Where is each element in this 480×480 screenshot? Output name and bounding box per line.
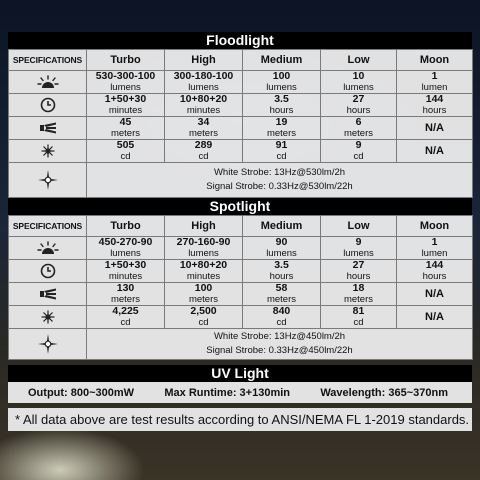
unit: meters [266, 294, 297, 305]
unit: hours [346, 271, 371, 282]
unit: hours [269, 105, 294, 116]
unit: minutes [186, 271, 221, 282]
standards-note: * All data above are test results according to ANSI/NEMA FL 1-2019 standards. [8, 408, 472, 431]
unit: hours [422, 271, 447, 282]
value: 91 [275, 139, 288, 151]
floodlight-value-cell [87, 117, 165, 140]
floodlight-value-cell [165, 140, 243, 163]
unit: cd [353, 151, 364, 162]
floodlight-value-cell [321, 140, 397, 163]
spec-panel [8, 32, 472, 431]
spotlight-row [9, 237, 473, 260]
spotlight-row [9, 260, 473, 283]
floodlight-strobe-row [9, 163, 473, 198]
floodlight-value-cell [397, 71, 473, 94]
value: 18 [352, 282, 365, 294]
spotlight-title: Spotlight [8, 198, 472, 215]
floodlight-value-cell [87, 140, 165, 163]
floodlight-value-cell [165, 71, 243, 94]
value: 34 [197, 116, 210, 128]
value: 9 [355, 139, 362, 151]
unit: meters [343, 128, 374, 139]
unit: meters [188, 294, 219, 305]
specifications-header: SPECIFICATIONS [9, 50, 87, 71]
value: 505 [116, 139, 135, 151]
spotlight-value-cell [165, 306, 243, 329]
spotlight-value-cell: N/A [397, 283, 473, 306]
floodlight-value-cell [243, 71, 321, 94]
value: 130 [116, 282, 135, 294]
unit: meters [343, 294, 374, 305]
spotlight-value-cell [87, 260, 165, 283]
value: 1+50+30 [104, 93, 147, 105]
beam-distance-icon [9, 283, 87, 306]
value: 3.5 [274, 259, 289, 271]
value: 4,225 [112, 305, 139, 317]
value: 10+80+20 [179, 93, 228, 105]
floodlight-value-cell [165, 117, 243, 140]
floodlight-value-cell [321, 71, 397, 94]
spotlight-value-cell [397, 260, 473, 283]
brightness-icon [9, 237, 87, 260]
unit: lumens [110, 82, 141, 93]
value: 9 [355, 236, 362, 248]
value: 45 [119, 116, 132, 128]
floodlight-header-row [9, 50, 473, 71]
unit: cd [353, 317, 364, 328]
white-strobe-text: White Strobe: 13Hz@530lm/2h [213, 167, 346, 178]
value: 530-300-100 [95, 70, 156, 82]
floodlight-value-cell [87, 94, 165, 117]
spotlight-value-cell [321, 260, 397, 283]
uv-runtime: Max Runtime: 3+130min [164, 386, 290, 399]
floodlight-value-cell [165, 94, 243, 117]
unit: cd [276, 317, 287, 328]
value: 1 [431, 70, 438, 82]
unit: hours [346, 105, 371, 116]
floodlight-value-cell [397, 94, 473, 117]
intensity-icon [9, 140, 87, 163]
value: 27 [352, 93, 365, 105]
unit: minutes [108, 105, 143, 116]
unit: cd [276, 151, 287, 162]
spotlight-table [8, 215, 473, 360]
unit: lumens [188, 248, 219, 259]
spotlight-value-cell [243, 306, 321, 329]
unit: lumens [343, 82, 374, 93]
value: 144 [425, 259, 444, 271]
value: 10 [352, 70, 365, 82]
unit: lumens [110, 248, 141, 259]
spotlight-strobe-row [9, 329, 473, 360]
unit: meters [110, 128, 141, 139]
spotlight-value-cell [321, 283, 397, 306]
unit: meters [110, 294, 141, 305]
floodlight-value-cell [243, 94, 321, 117]
value: 1+50+30 [104, 259, 147, 271]
value: 300-180-100 [173, 70, 234, 82]
uv-wavelength: Wavelength: 365~370nm [320, 386, 448, 399]
value: 27 [352, 259, 365, 271]
value: 840 [272, 305, 291, 317]
value: 10+80+20 [179, 259, 228, 271]
value: 81 [352, 305, 365, 317]
mode-header-turbo: Turbo [87, 50, 165, 71]
strobe-icon [9, 163, 87, 198]
spotlight-row [9, 283, 473, 306]
mode-header-low: Low [321, 216, 397, 237]
specifications-header: SPECIFICATIONS [9, 216, 87, 237]
unit: cd [198, 151, 209, 162]
mode-header-moon: Moon [397, 50, 473, 71]
unit: lumens [188, 82, 219, 93]
signal-strobe-text: Signal Strobe: 0.33Hz@530lm/22h [206, 181, 353, 192]
spotlight-value-cell: N/A [397, 306, 473, 329]
value: 100 [272, 70, 291, 82]
value: 450-270-90 [98, 236, 153, 248]
value: 58 [275, 282, 288, 294]
clock-icon [9, 94, 87, 117]
spotlight-value-cell [321, 237, 397, 260]
mode-header-medium: Medium [243, 216, 321, 237]
unit: hours [422, 105, 447, 116]
unit: cd [120, 317, 131, 328]
spotlight-value-cell [165, 237, 243, 260]
spotlight-value-cell [397, 237, 473, 260]
spotlight-value-cell [243, 283, 321, 306]
value: 90 [275, 236, 288, 248]
spotlight-value-cell [87, 237, 165, 260]
spotlight-value-cell [87, 283, 165, 306]
floodlight-row [9, 140, 473, 163]
unit: meters [266, 128, 297, 139]
value: 3.5 [274, 93, 289, 105]
uv-specs [8, 382, 472, 403]
floodlight-value-cell [321, 117, 397, 140]
value: 2,500 [190, 305, 217, 317]
floodlight-value-cell: N/A [397, 140, 473, 163]
intensity-icon [9, 306, 87, 329]
spotlight-row [9, 306, 473, 329]
mode-header-high: High [165, 216, 243, 237]
unit: minutes [186, 105, 221, 116]
value: 100 [194, 282, 213, 294]
value: 289 [194, 139, 213, 151]
unit: lumens [343, 248, 374, 259]
unit: lumens [266, 82, 297, 93]
uv-output: Output: 800~300mW [28, 386, 135, 399]
spotlight-value-cell [165, 283, 243, 306]
floodlight-table [8, 49, 473, 198]
spotlight-header-row [9, 216, 473, 237]
floodlight-value-cell [243, 117, 321, 140]
spotlight-value-cell [165, 260, 243, 283]
spotlight-value-cell [243, 260, 321, 283]
floodlight-title: Floodlight [8, 32, 472, 49]
unit: lumen [421, 82, 448, 93]
mode-header-medium: Medium [243, 50, 321, 71]
spotlight-value-cell [243, 237, 321, 260]
floodlight-value-cell: N/A [397, 117, 473, 140]
mode-header-moon: Moon [397, 216, 473, 237]
white-strobe-text: White Strobe: 13Hz@450lm/2h [213, 331, 346, 342]
floodlight-row [9, 117, 473, 140]
floodlight-value-cell [87, 71, 165, 94]
spotlight-value-cell [87, 306, 165, 329]
value: 19 [275, 116, 288, 128]
floodlight-row [9, 71, 473, 94]
unit: hours [269, 271, 294, 282]
mode-header-high: High [165, 50, 243, 71]
mode-header-low: Low [321, 50, 397, 71]
floodlight-strobe-info [87, 163, 473, 198]
value: 1 [431, 236, 438, 248]
beam-distance-icon [9, 117, 87, 140]
mode-header-turbo: Turbo [87, 216, 165, 237]
signal-strobe-text: Signal Strobe: 0.33Hz@450lm/22h [206, 345, 353, 356]
value: 6 [355, 116, 362, 128]
floodlight-row [9, 94, 473, 117]
value: 270-160-90 [176, 236, 231, 248]
floodlight-value-cell [243, 140, 321, 163]
spotlight-value-cell [321, 306, 397, 329]
spotlight-strobe-info [87, 329, 473, 360]
unit: cd [198, 317, 209, 328]
clock-icon [9, 260, 87, 283]
brightness-icon [9, 71, 87, 94]
unit: lumen [421, 248, 448, 259]
strobe-icon [9, 329, 87, 360]
floodlight-value-cell [321, 94, 397, 117]
unit: meters [188, 128, 219, 139]
uv-light-title: UV Light [8, 365, 472, 382]
value: 144 [425, 93, 444, 105]
unit: cd [120, 151, 131, 162]
unit: minutes [108, 271, 143, 282]
unit: lumens [266, 248, 297, 259]
